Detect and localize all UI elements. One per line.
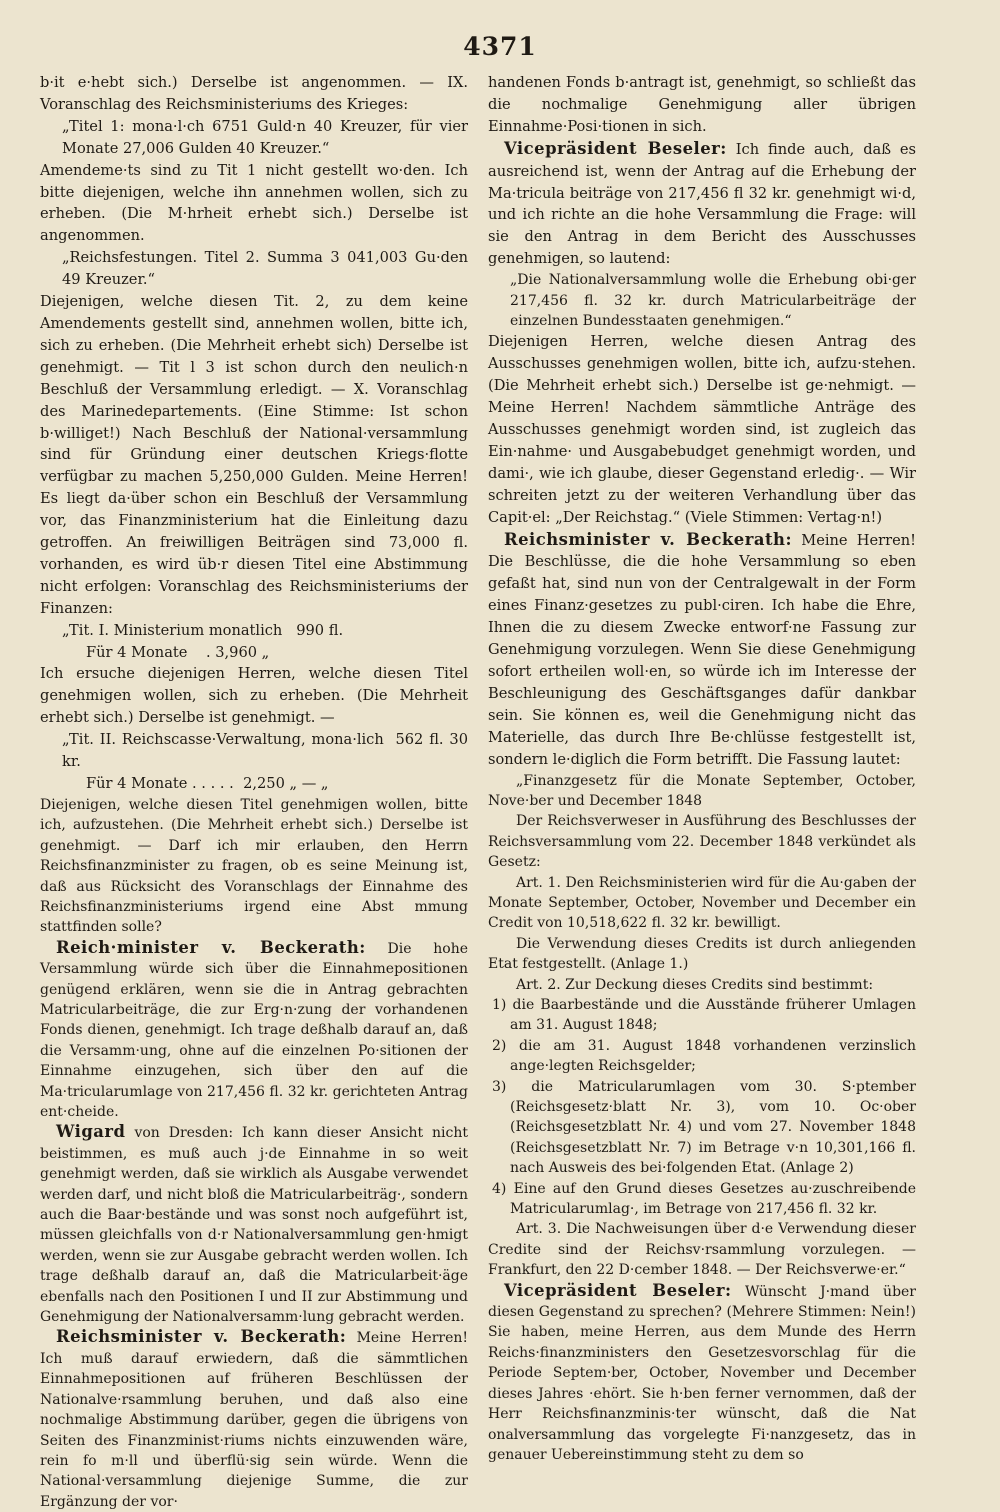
paragraph: Amendeme·ts sind zu Tit 1 nicht gestellt wo·den. Ich bitte diejenigen, welche ihn annehmen wollen, sich zu erheben. (Die M·hrheit erhebt sich.) Derselbe ist angenommen. [40,161,468,245]
budget-quote: „Titel 1: mona·l·ch 6751 Guld·n 40 Kreuzer, für vier Monate 27,006 Gulden 40 Kreuzer.“ [62,117,468,157]
law-text: Die Verwendung dieses Credits ist durch anliegenden Etat festgestellt. (Anlage 1.) [488,935,916,973]
speech-text: Die hohe Versammlung würde sich über die Einnahmepositionen genügend erklären, wenn sie die in Antrag gebrachten Matricularbeiträge, die zur Erg·n·zung der vorhandenen Fonds dienen, genehmigt. Ich trage deßhalb darauf an, daß die Versamm·ung, ohne auf die einzelnen Po·sitionen der Einnahme einzugehen, sich über den auf die Ma·tricularumlage von 217,456 fl. 32 kr. gerichteten Antrag ent·cheide. [40,940,468,1120]
budget-line [40,642,468,664]
budget-line-label: Für 4 Monate . . . . . [86,775,234,792]
budget-line-amount: . 3,960 „ [205,643,270,661]
speech-text: Wünscht J·mand über diesen Gegenstand zu sprechen? (Mehrere Stimmen: Nein!) Sie haben, meine Herren, aus dem Munde des Herrn Reichs·finanzministers den Gesetzesvorschlag für die Periode Septem·ber, October, November und December dieses Jahres ·ehört. Sie h·ben ferner vernommen, daß der Herr Reichsfinanzminis·ter wünscht, daß die Nat onalversammlung das vorgelegte Fi·nanzgesetz, das in genauer Uebereinstimmung steht zu dem so [488,1283,917,1463]
law-article: Art. 2. Zur Deckung dieses Credits sind bestimmt: [516,976,874,993]
paragraph: Diejenigen Herren, welche diesen Antrag des Ausschusses genehmigen wollen, bitte ich, aufzu·stehen. (Die Mehrheit erhebt sich.) Derselbe ist ge·nehmigt. — Meine Herren! Nachdem sämmtliche Anträge des Ausschusses genehmigt worden sind, ist zugleich das Ein·nahme· und Ausgabebudget genehmigt worden, und dami·, wie ich glaube, dieser Gegenstand erledig·. — Wir schreiten jetzt zu der weiteren Verhandlung über das Capit·el: „Der Reichstag.“ (Viele Stimmen: Vertag·n!) [488,333,916,526]
right-column [488,72,916,1465]
budget-line-amount: 2,250 „ — „ [243,775,329,792]
paragraph: Diejenigen, welche diesen Tit. 2, zu dem keine Amendements gestellt sind, annehmen wollen, bitte ich, sich zu erheben. (Die Mehrheit erhebt sich) Derselbe ist genehmigt. — Tit l 3 ist schon durch den neulich·n Beschluß der Versammlung erledigt. — X. Voranschlag des Marinedepartements. (Eine Stimme: Ist schon b·williget!) Nach Beschluß der National·versammlung sind für Gründung einer deutschen Kriegs·flotte verfügbar zu machen 5,250,000 Gulden. Meine Herren! Es liegt da·über schon ein Beschluß der Versammlung vor, das Finanzministerium hat die Einleitung dazu getroffen. An freiwilligen Beiträgen sind 73,000 fl. vorhanden, es wird üb·r diesen Titel eine Abstimmung nicht erfolgen: Voranschlag des Reichsministeriums der Finanzen: [40,293,468,617]
budget-line [40,729,468,773]
paragraph: b·it e·hebt sich.) Derselbe ist angenommen. — IX. Voranschlag des Reichsministeriums des Krieges: [40,74,468,113]
speaker-name: Vicepräsident Beseler: [504,1280,732,1300]
law-title: „Finanzgesetz für die Monate September, October, Nove·ber und December 1848 [488,772,916,809]
speech [40,1122,468,1327]
speaker-name: Reich·minister v. Beckerath: [56,937,366,957]
list-item: 1) die Baarbestände und die Ausstände früherer Umlagen am 31. August 1848; [492,996,916,1034]
paragraph: Ich ersuche diejenigen Herren, welche diesen Titel genehmigen wollen, sich zu erheben. (Die Mehrheit erhebt sich.) Derselbe ist genehmigt. — [40,665,468,727]
speech [488,1281,916,1466]
speech [40,1327,468,1512]
speech-text: Meine Herren! Die Beschlüsse, die die hohe Versammlung so eben gefaßt hat, sind nun von der Centralgewalt in der Form eines Finanz·gesetzes zu publ·ciren. Ich habe die Ehre, Ihnen die zu diesem Zwecke entworf·ne Fassung zur Genehmigung vorzulegen. Wenn Sie diese Genehmigung sofort ertheilen woll·en, so würde ich im Interesse der Beschleunigung des Geschäftsganges dafür dankbar sein. Sie können es, weil die Genehmigung nicht das Materielle, das durch Ihre Be·chlüsse festgestellt ist, sondern le·diglich die Form betrifft. Die Fassung lautet: [488,531,917,768]
law-text: Der Reichsverweser in Ausführung des Beschlusses der Reichsversammlung vom 22. December 1848 verkündet als Gesetz: [488,813,916,871]
list-item: 4) Eine auf den Grund dieses Gesetzes au·zuschreibende Matricularumlag·, im Betrage von 217,456 fl. 32 kr. [492,1180,916,1218]
speech-text: Ich finde auch, daß es ausreichend ist, wenn der Antrag auf die Erhebung der Ma·tricula beiträge von 217,456 fl 32 kr. genehmigt wi·d, und ich richte an die hohe Versammlung die Frage: will sie den Antrag in dem Bericht des Ausschusses genehmigen, so lautend: [488,140,917,268]
page-number: 4371 [463,32,537,61]
law-article: Art. 1. Den Reichsministerien wird für die Au·gaben der Monate September, October, November und December ein Credit von 10,518,622 fl. 32 kr. bewilligt. [488,874,916,932]
budget-line-label: „Tit. II. Reichscasse·Verwaltung, mona·lich [62,731,384,749]
paragraph: Diejenigen, welche diesen Titel genehmigen wollen, bitte ich, aufzustehen. (Die Mehrheit erhebt sich.) Derselbe ist genehmigt. — Darf ich mir erlauben, den Herrn Reichsfinanzminister zu fragen, ob es seine Meinung ist, daß aus Rücksicht des Voranschlags der Einnahme des Reichsfinanzministeriums irgend eine Abst mmung stattfinden solle? [40,796,468,936]
speaker-name: Reichsminister v. Beckerath: [56,1327,347,1347]
budget-line-amount: 562 fl. 30 kr. [62,731,468,771]
speech [40,938,468,1123]
left-column [40,72,468,1512]
paragraph: handenen Fonds b·antragt ist, genehmigt, so schließt das die nochmalige Genehmigung aller übrigen Einnahme·Posi·tionen in sich. [488,74,916,135]
budget-line-label: „Tit. I. Ministerium monatlich [62,621,283,639]
motion-quote: „Die Nationalversammlung wolle die Erhebung obi·ger 217,456 fl. 32 kr. durch Matricularbeiträge der einzelnen Bundesstaaten genehmigen.“ [510,272,916,329]
budget-line-amount: 990 fl. [296,621,344,639]
speech-text: Meine Herren! Ich muß darauf erwiedern, daß die sämmtlichen Einnahmepositionen auf früheren Beschlüssen der Nationalve·rsammlung beruhen, und daß also eine nochmalige Abstimmung darüber, gegen die übrigens von Seiten des Finanzminist·riums nichts einzuwenden wäre, rein fo m·ll und überflü·sig sein würde. Wenn die National·versammlung diejenige Summe, die zur Ergänzung der vor· [40,1330,469,1510]
speech [488,138,916,270]
speaker-name: Reichsminister v. Beckerath: [504,529,793,549]
law-article: Art. 3. Die Nachweisungen über d·e Verwendung dieser Credite sind der Reichsv·rsammlung vorzulegen. — Frankfurt, den 22 D·cember 1848. — Der Reichsverwe·er.“ [488,1221,916,1279]
budget-line-label: Für 4 Monate [86,643,188,661]
budget-line [40,773,468,795]
speaker-name: Vicepräsident Beseler: [504,138,727,158]
speech-text: von Dresden: Ich kann dieser Ansicht nicht beistimmen, es muß auch j·de Einnahme in so weit genehmigt werden, daß sie wirklich als Ausgabe verwendet werden darf, und nicht bloß die Matricularbeiträg·, sondern auch die Baar·bestände und was sonst noch aufgeführt ist, müssen gleichfalls von d·r Nationalversammlung gen·hmigt werden, wenn sie zur Ausgabe gebracht werden wollen. Ich trage deßhalb darauf an, daß die Matricularbeit·äge ebenfalls nach den Positionen I und II zur Abstimmung und Genehmigung der Nationalversamm·lung gebracht werden. [40,1125,469,1326]
list-item: 2) die am 31. August 1848 vorhandenen verzinslich ange·legten Reichsgelder; [492,1037,916,1075]
list-item: 3) die Matricularumlagen vom 30. S·ptember (Reichsgesetz·blatt Nr. 3), vom 10. Oc·ober (Reichsgesetzblatt Nr. 4) und vom 27. November 1848 (Reichsgesetzblatt Nr. 7) im Betrage v·n 10,301,166 fl. nach Ausweis des bei·folgenden Etat. (Anlage 2) [492,1078,916,1177]
budget-quote: „Reichsfestungen. Titel 2. Summa 3 041,003 Gu·den 49 Kreuzer.“ [62,249,468,289]
speaker-name: Wigard [56,1122,126,1142]
budget-line [40,620,468,642]
speech [488,529,916,771]
